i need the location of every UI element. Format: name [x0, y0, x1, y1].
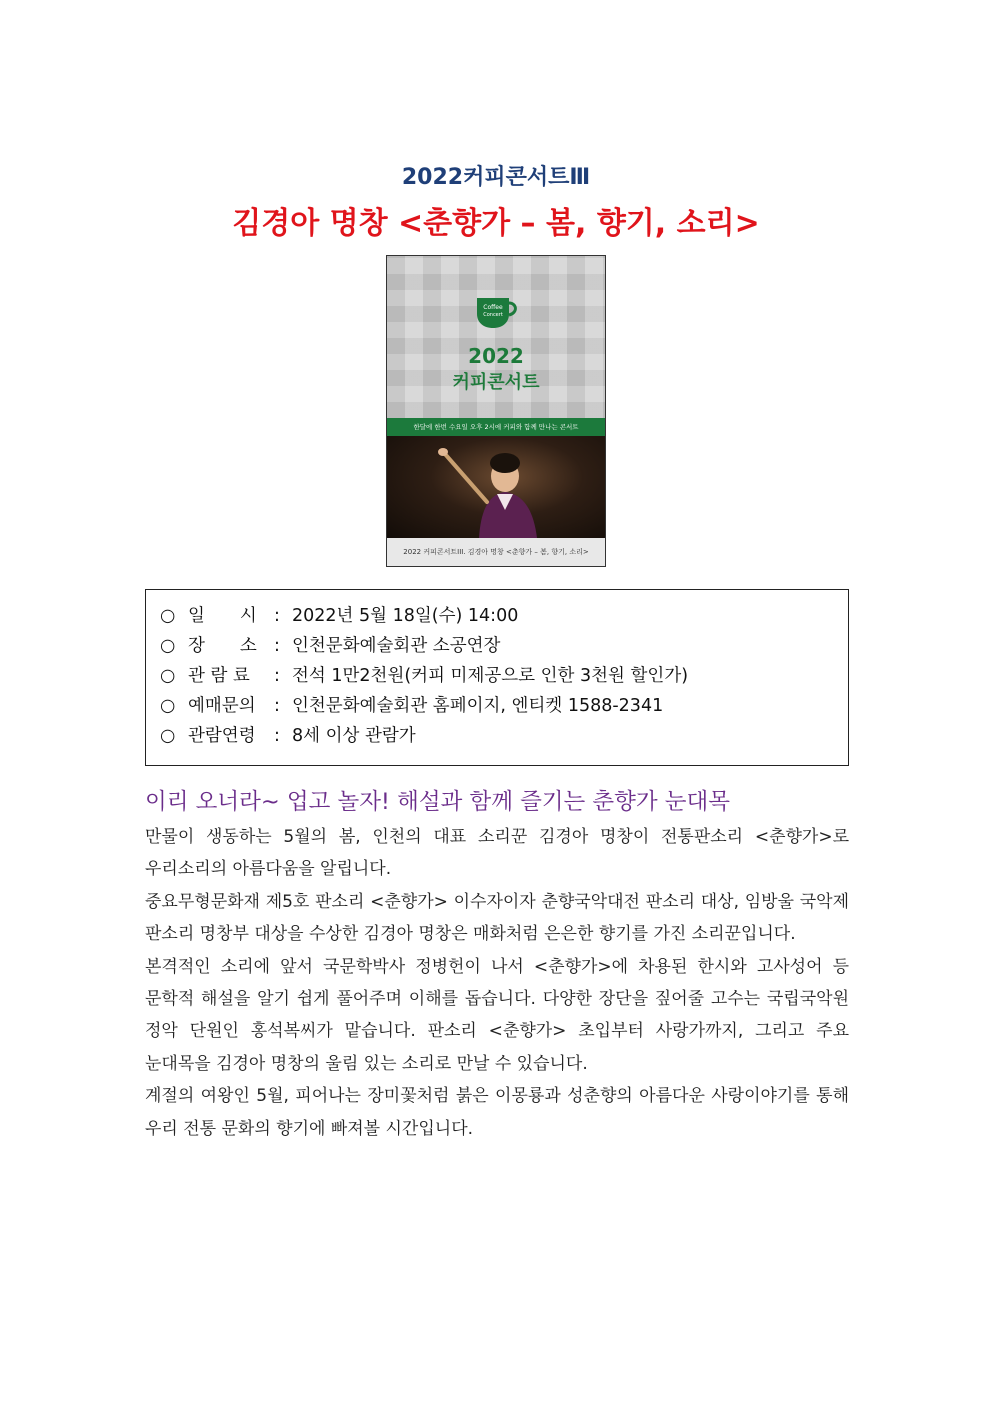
- poster-name: 커피콘서트: [452, 372, 540, 393]
- section-heading: 이리 오너라~ 업고 놀자! 해설과 함께 즐기는 춘향가 눈대목: [145, 789, 730, 815]
- info-row-date: [160, 601, 518, 631]
- info-label: 일 시: [188, 606, 257, 626]
- paragraph: 만물이 생동하는 5월의 봄, 인천의 대표 소리꾼 김경아 명창이 전통판소리 <춘향가>로 우리소리의 아름다움을 알립니다.: [145, 827, 849, 880]
- event-info-box: [145, 589, 849, 766]
- info-label: 관람연령: [188, 726, 256, 746]
- info-label: 관 람 료: [188, 666, 250, 686]
- info-value: 2022년 5월 18일(수) 14:00: [292, 606, 519, 626]
- info-value: 인천문화예술회관 소공연장: [292, 636, 501, 656]
- bullet-icon: ○: [160, 696, 176, 716]
- info-row-venue: [160, 631, 500, 661]
- info-label: 장 소: [188, 636, 257, 656]
- info-separator: :: [274, 636, 280, 656]
- cup-text-concert: Concert: [483, 312, 503, 318]
- paragraph: 본격적인 소리에 앞서 국문학박사 정병헌이 나서 <춘향가>에 차용된 한시와 고사성어 등 문학적 해설을 알기 쉽게 풀어주며 이해를 돕습니다. 다양한 장단을 짚어줄 고수는 국립국악원 정악 단원인 홍석복씨가 맡습니다. 판소리 <춘향가> 초입부터 사랑가까지, 그리고 주요 눈대목을 김경아 명창의 울림 있는 소리로 만날 수 있습니다.: [145, 956, 849, 1074]
- info-value: 인천문화예술회관 홈페이지, 엔티켓 1588-2341: [292, 696, 664, 716]
- series-title: 2022커피콘서트Ⅲ: [401, 165, 591, 190]
- info-separator: :: [274, 696, 280, 716]
- info-row-booking: [160, 691, 663, 721]
- body-text: [145, 821, 849, 1145]
- info-label: 예매문의: [188, 696, 256, 716]
- poster-band: 한달에 한번 수요일 오후 2시에 커피와 함께 만나는 콘서트: [387, 418, 605, 436]
- info-row-age: [160, 721, 416, 751]
- bullet-icon: ○: [160, 666, 176, 686]
- performer-image: [387, 436, 605, 538]
- info-row-price: [160, 661, 688, 691]
- info-separator: :: [274, 726, 280, 746]
- info-value: 전석 1만2천원(커피 미제공으로 인한 3천원 할인가): [292, 666, 689, 686]
- bullet-icon: ○: [160, 606, 176, 626]
- info-separator: :: [274, 666, 280, 686]
- poster-background: [387, 256, 605, 418]
- poster-year: 2022: [468, 344, 524, 368]
- info-separator: :: [274, 606, 280, 626]
- paragraph: 중요무형문화재 제5호 판소리 <춘향가> 이수자이자 춘향국악대전 판소리 대상, 임방울 국악제 판소리 명창부 대상을 수상한 김경아 명창은 매화처럼 은은한 향기를 가진 소리꾼입니다.: [145, 891, 849, 945]
- event-poster: [386, 255, 606, 567]
- paragraph: 계절의 여왕인 5월, 피어나는 장미꽃처럼 붉은 이몽룡과 성춘향의 아름다운 사랑이야기를 통해 우리 전통 문화의 향기에 빠져볼 시간입니다.: [145, 1086, 849, 1139]
- page-title: 김경아 명창 <춘향가 – 봄, 향기, 소리>: [232, 206, 760, 241]
- info-value: 8세 이상 관람가: [292, 726, 416, 746]
- bullet-icon: ○: [160, 726, 176, 746]
- coffee-cup-icon: [475, 296, 519, 330]
- bullet-icon: ○: [160, 636, 176, 656]
- poster-caption: 2022 커피콘서트III. 김경아 명창 <춘향가 – 봄, 향기, 소리>: [387, 538, 605, 566]
- cup-text-coffee: Coffee: [483, 304, 503, 311]
- performer-photo: [387, 436, 605, 538]
